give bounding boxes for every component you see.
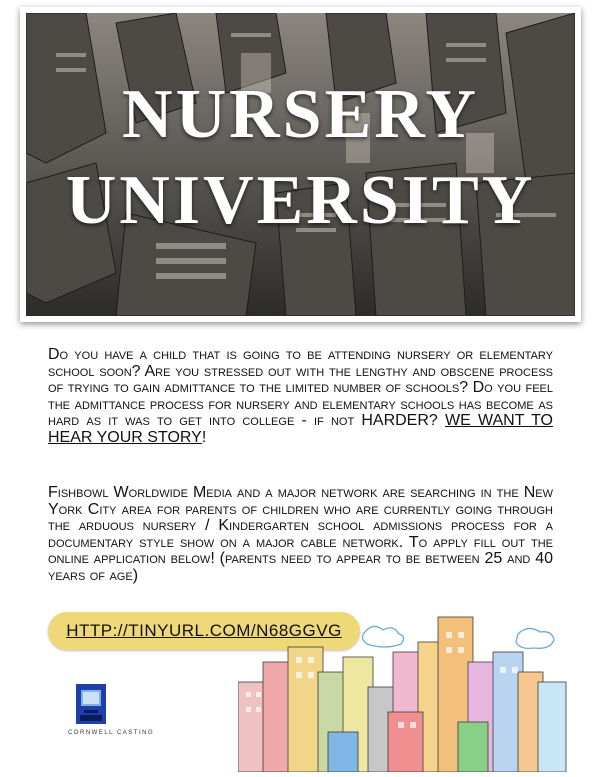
- logo-label: CORNWELL CASTING: [68, 730, 155, 736]
- casting-paragraph: Fishbowl Worldwide Media and a major network are searching in the New York City area for parents of children who are currently going through the arduous nursery / Kindergarten school admissions process for a documentary style show on a major cable network. To apply fill out the online application below! (parents need to appear to be between 25 and 40 years of age): [48, 484, 553, 584]
- hero-title-line2: UNIVERSITY: [65, 162, 536, 239]
- hero-photo-frame: [20, 7, 581, 322]
- city-aerial-photo: [26, 13, 575, 316]
- hero-title-line1: NURSERY: [122, 76, 479, 153]
- story-callout-end: !: [201, 428, 207, 446]
- application-link[interactable]: HTTP://TINYURL.COM/N68GGVG: [48, 612, 360, 650]
- city-sketch-illustration: [238, 612, 568, 772]
- intro-text: Do you have a child that is going to be attending nursery or elementary school soon? Are you stressed out with the lengthy and obscene process of trying to gain admittance to the limited number of schools? Do you feel the admittance process for nursery and elementary schools has become as hard as it was to get into college - if not HARDER?: [48, 346, 553, 429]
- story-callout: WE WANT TO HEAR YOUR STORY: [48, 412, 554, 446]
- intro-paragraph: [48, 347, 553, 446]
